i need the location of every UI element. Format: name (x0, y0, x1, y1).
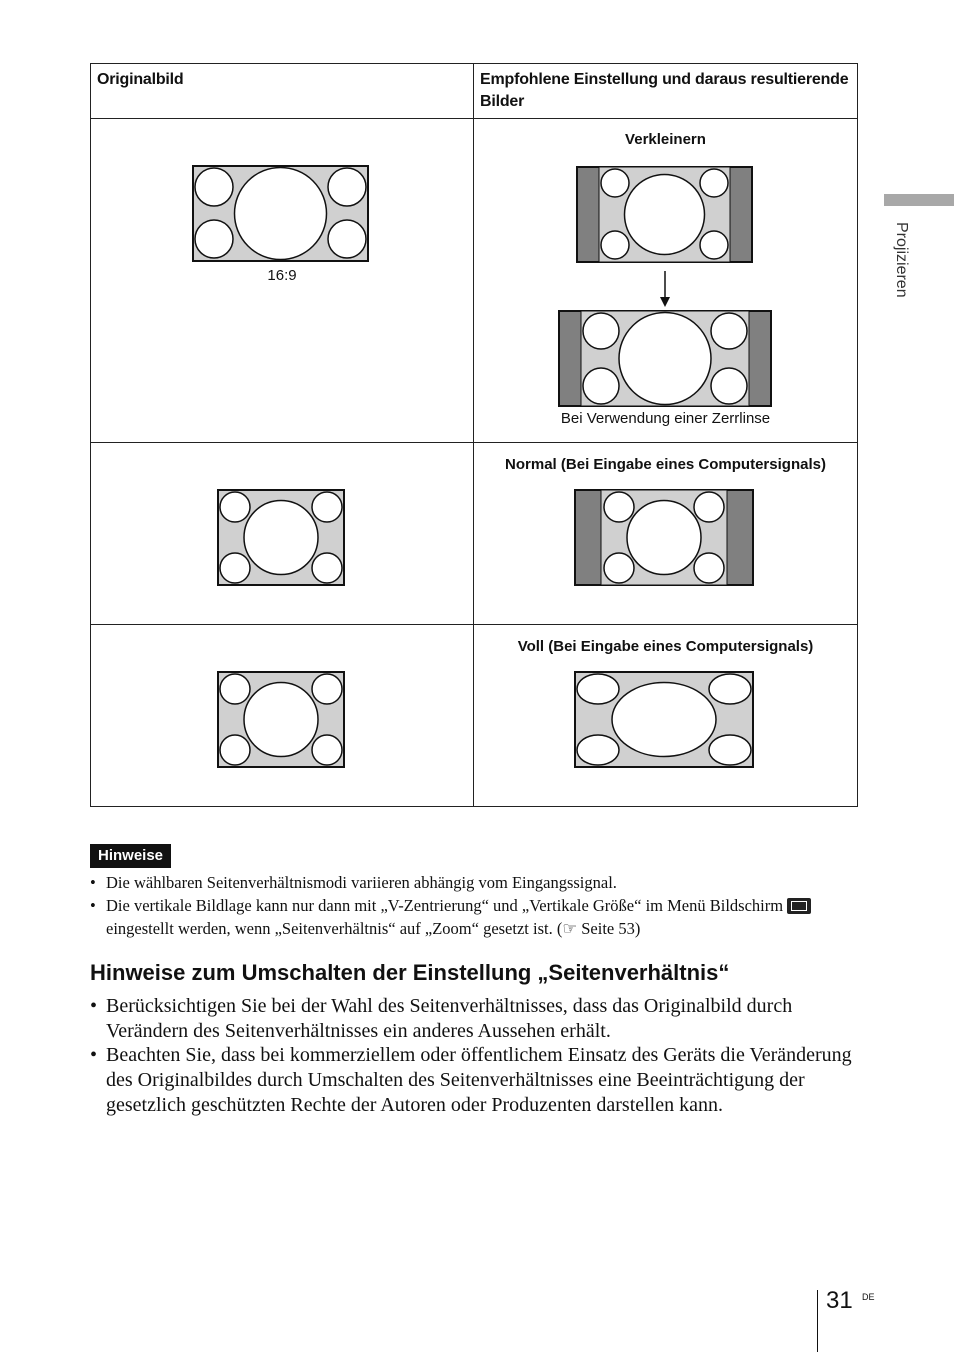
bullet: • (90, 896, 96, 915)
screen-menu-icon (787, 898, 811, 914)
row2-result-cell (474, 443, 858, 625)
section-bullet-text: Beachten Sie, dass bei kommerziellem oder öffentlichem Einsatz des Geräts die Veränderung des Originalbildes durch Umschalten des Seitenverhältnisses eine Beeinträchtigung der gesetzlich geschützten Rechte der Autoren oder Produzenten darstellen kann. (106, 1044, 852, 1116)
section-bullet (90, 994, 870, 1044)
page-language: DE (862, 1292, 875, 1302)
note-text-part-1: Die vertikale Bildlage kann nur dann mit „V-Zentrierung“ und „Vertikale Größe“ im Menü Bildschirm (106, 896, 784, 915)
bullet: • (90, 1044, 98, 1066)
note-item (90, 894, 870, 940)
section-label: Projizieren (893, 222, 910, 298)
bullet: • (90, 995, 98, 1017)
section-heading: Hinweise zum Umschalten der Einstellung „Seitenverhältnis“ (90, 960, 730, 985)
aspect-ratio-table (90, 63, 858, 807)
image-zerrlinse (558, 310, 772, 407)
page-number: 31 (826, 1287, 853, 1314)
image-16-9-original (192, 165, 369, 262)
section-bullet-text: Berücksichtigen Sie bei der Wahl des Seitenverhältnisses, dass das Originalbild durch Verändern des Seitenverhältnisses ein anderes Aussehen erhält. (106, 995, 793, 1042)
row3-result-cell (474, 625, 858, 807)
note-text (106, 894, 870, 940)
header-original: Originalbild (91, 64, 474, 119)
setting-voll: Voll (Bei Eingabe eines Computersignals) (517, 638, 814, 655)
note-text-part-2: eingestellt werden, wenn „Seitenverhältnis“ auf „Zoom“ gesetzt ist. (☞ Seite 53) (106, 919, 641, 938)
header-recommended: Empfohlene Einstellung und daraus resultierende Bilder (474, 64, 858, 119)
row2-original-cell (91, 443, 474, 625)
notes-badge: Hinweise (90, 844, 171, 868)
image-voll (574, 671, 754, 768)
image-verkleinern (576, 166, 753, 263)
row1-original-cell (91, 119, 474, 443)
setting-verkleinern: Verkleinern (625, 131, 706, 148)
caption-16-9: 16:9 (267, 267, 297, 284)
setting-normal: Normal (Bei Eingabe eines Computersignals) (505, 456, 826, 473)
caption-zerrlinse: Bei Verwendung einer Zerrlinse (560, 410, 771, 427)
image-4-3-original-2 (217, 671, 345, 768)
row3-original-cell (91, 625, 474, 807)
image-normal (574, 489, 754, 586)
bullet: • (90, 873, 96, 892)
section-bullet (90, 1043, 870, 1118)
section-tab-marker (884, 194, 954, 206)
page-divider (817, 1290, 818, 1352)
row1-result-cell (474, 119, 858, 443)
arrow-down-icon (658, 271, 672, 307)
image-4-3-original (217, 489, 345, 586)
note-text: Die wählbaren Seitenverhältnismodi variieren abhängig vom Eingangssignal. (106, 873, 617, 892)
note-item (90, 871, 870, 894)
